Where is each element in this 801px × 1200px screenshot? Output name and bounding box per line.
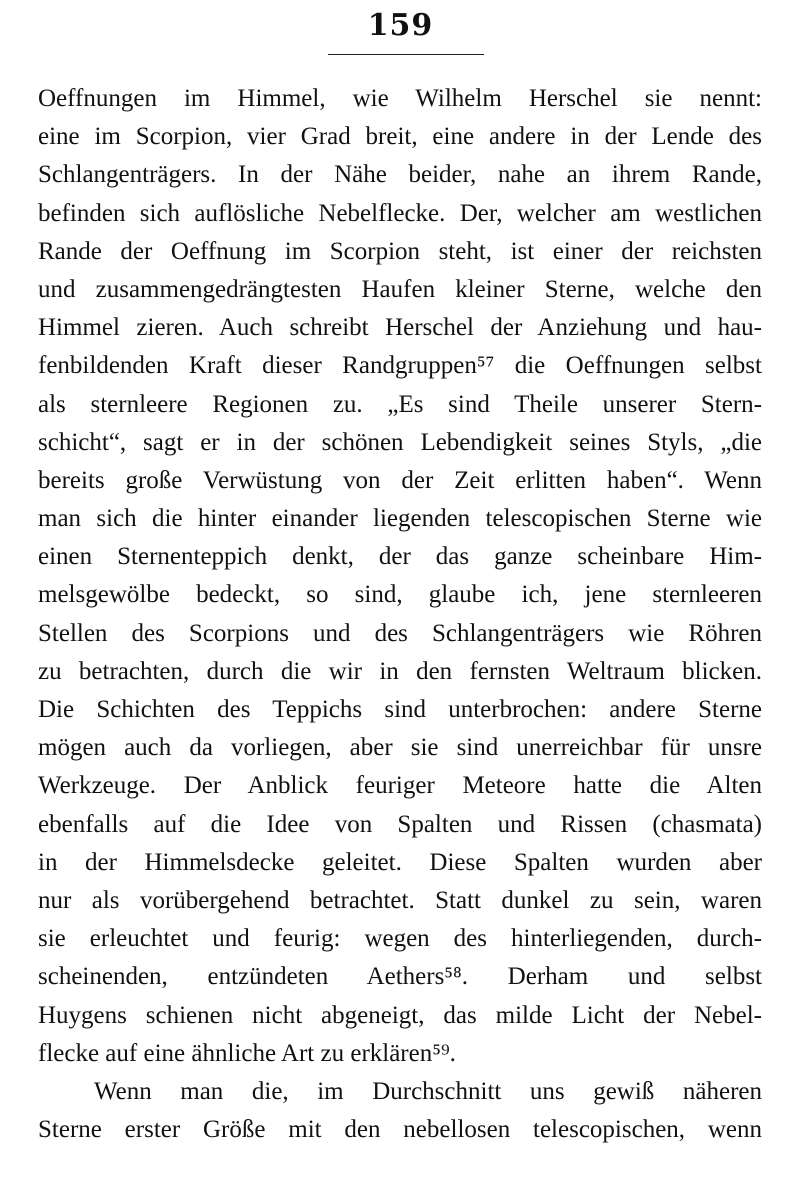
text-line: sie erleuchtet und feurig: wegen des hinterliegenden, durch- — [38, 925, 762, 953]
text-line: schicht“, sagt er in der schönen Lebendigkeit seines Styls, „die — [38, 428, 762, 456]
body-text — [38, 80, 762, 1149]
text-line: als sternleere Regionen zu. „Es sind Theile unserer Stern- — [38, 390, 762, 418]
page-number: 159 — [367, 8, 434, 43]
text-line: Die Schichten des Teppichs sind unterbrochen: andere Sterne — [38, 696, 762, 723]
header-rule — [328, 54, 484, 55]
text-line: Rande der Oeffnung im Scorpion steht, ist einer der reichsten — [38, 237, 762, 265]
text-line: bereits große Verwüstung von der Zeit erlitten haben“. Wenn — [38, 466, 762, 494]
text-line: Stellen des Scorpions und des Schlangenträgers wie Röhren — [38, 619, 762, 647]
text-line: scheinenden, entzündeten Aethers⁵⁸. Derham und selbst — [38, 963, 762, 991]
text-line: in der Himmelsdecke geleitet. Diese Spalten wurden aber — [38, 848, 762, 876]
text-line: Wenn man die, im Durchschnitt uns gewiß näheren — [94, 1077, 762, 1105]
text-line: eine im Scorpion, vier Grad breit, eine andere in der Lende des — [38, 123, 762, 151]
text-line: und zusammengedrängtesten Haufen kleiner Sterne, welche den — [38, 275, 762, 303]
text-line: einen Sternenteppich denkt, der das ganze scheinbare Him- — [38, 543, 762, 571]
text-line: befinden sich auflösliche Nebelflecke. Der, welcher am westlichen — [38, 199, 762, 227]
text-line: Himmel zieren. Auch schreibt Herschel der Anziehung und hau- — [38, 314, 762, 342]
paragraph-2 — [38, 1073, 762, 1149]
text-line: Oeffnungen im Himmel, wie Wilhelm Herschel sie nennt: — [38, 85, 762, 112]
text-line: nur als vorübergehend betrachtet. Statt dunkel zu sein, waren — [38, 886, 762, 914]
text-line: Huygens schienen nicht abgeneigt, das milde Licht der Nebel- — [38, 1001, 762, 1029]
text-line: Werkzeuge. Der Anblick feuriger Meteore hatte die Alten — [38, 772, 762, 800]
text-line: ebenfalls auf die Idee von Spalten und Rissen (chasmata) — [38, 810, 762, 838]
text-line: Sterne erster Größe mit den nebellosen telescopischen, wenn — [38, 1116, 762, 1144]
text-line: flecke auf eine ähnliche Art zu erklären⁵⁹. — [38, 1039, 456, 1067]
text-line: zu betrachten, durch die wir in den fernsten Weltraum blicken. — [38, 657, 762, 685]
text-line: fenbildenden Kraft dieser Randgruppen⁵⁷ die Oeffnungen selbst — [38, 352, 762, 380]
paragraph-1 — [38, 80, 762, 1073]
text-line: mögen auch da vorliegen, aber sie sind unerreichbar für unsre — [38, 734, 762, 762]
text-line: man sich die hinter einander liegenden telescopischen Sterne wie — [38, 505, 762, 533]
text-line: Schlangenträgers. In der Nähe beider, nahe an ihrem Rande, — [38, 161, 762, 189]
text-line: melsgewölbe bedeckt, so sind, glaube ich, jene sternleeren — [38, 581, 762, 609]
